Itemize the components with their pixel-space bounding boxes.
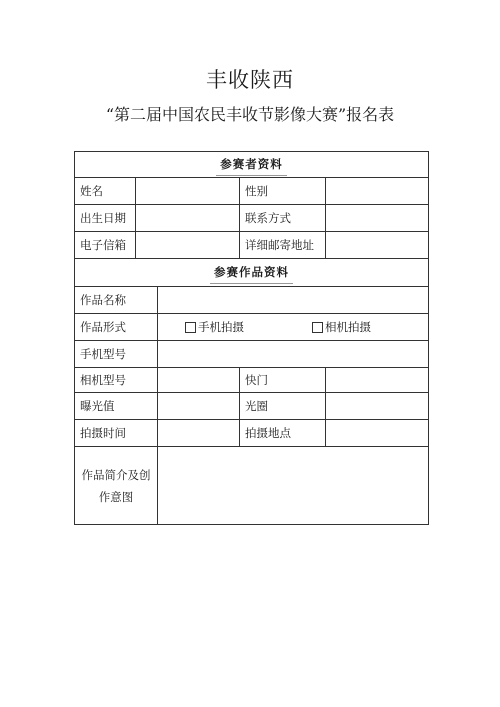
option-phone[interactable] xyxy=(180,314,300,340)
section-participant-row xyxy=(75,152,428,178)
work-form-label: 作品形式 xyxy=(75,314,158,340)
aperture-field[interactable] xyxy=(326,393,428,419)
intro-label-line1: 作品简介及创 xyxy=(81,467,151,482)
camera-model-field[interactable] xyxy=(158,368,240,392)
exposure-label: 曝光值 xyxy=(75,393,158,419)
address-field[interactable] xyxy=(326,232,428,258)
shoot-place-field[interactable] xyxy=(326,420,428,446)
section-work-heading: 参赛作品资料 xyxy=(210,261,293,284)
row-time-place xyxy=(75,420,428,447)
form-subtitle: “第二届中国农民丰收节影像大赛”报名表 xyxy=(105,105,395,124)
option-camera-label: 相机拍摄 xyxy=(325,320,371,334)
phone-checkbox[interactable] xyxy=(185,322,196,333)
name-field[interactable] xyxy=(136,178,240,204)
address-label: 详细邮寄地址 xyxy=(240,232,326,258)
phone-model-label: 手机型号 xyxy=(75,341,158,367)
aperture-label: 光圈 xyxy=(240,393,326,419)
work-name-label: 作品名称 xyxy=(75,287,158,313)
shoot-time-field[interactable] xyxy=(158,420,240,446)
shutter-field[interactable] xyxy=(326,368,428,392)
intro-field[interactable] xyxy=(158,447,428,524)
exposure-field[interactable] xyxy=(158,393,240,419)
option-phone-label: 手机拍摄 xyxy=(198,320,244,334)
row-camera-shutter xyxy=(75,368,428,393)
shutter-label: 快门 xyxy=(240,368,326,392)
name-label: 姓名 xyxy=(75,178,136,204)
section-work-row xyxy=(75,259,428,287)
option-camera[interactable] xyxy=(307,314,428,340)
row-name-gender xyxy=(75,178,428,205)
camera-checkbox[interactable] xyxy=(312,322,323,333)
gender-field[interactable] xyxy=(326,178,428,204)
registration-form xyxy=(74,151,429,525)
phone-model-field[interactable] xyxy=(158,341,428,367)
email-field[interactable] xyxy=(136,232,240,258)
work-name-field[interactable] xyxy=(158,287,428,313)
shoot-time-label: 拍摄时间 xyxy=(75,420,158,446)
birthdate-field[interactable] xyxy=(136,205,240,231)
row-birth-contact xyxy=(75,205,428,232)
contact-field[interactable] xyxy=(326,205,428,231)
row-phone-model xyxy=(75,341,428,368)
page-title: 丰收陕西 xyxy=(206,68,294,92)
row-work-form xyxy=(75,314,428,341)
contact-label: 联系方式 xyxy=(240,205,326,231)
row-exposure-aperture xyxy=(75,393,428,420)
shoot-place-label: 拍摄地点 xyxy=(240,420,326,446)
row-email-address xyxy=(75,232,428,259)
section-participant-heading: 参赛者资料 xyxy=(216,153,287,176)
gender-label: 性别 xyxy=(240,178,326,204)
camera-model-label: 相机型号 xyxy=(75,368,158,392)
row-work-name xyxy=(75,287,428,314)
intro-label xyxy=(75,447,158,524)
row-intro xyxy=(75,447,428,524)
intro-label-line2: 作意图 xyxy=(98,489,134,504)
email-label: 电子信箱 xyxy=(75,232,136,258)
birthdate-label: 出生日期 xyxy=(75,205,136,231)
